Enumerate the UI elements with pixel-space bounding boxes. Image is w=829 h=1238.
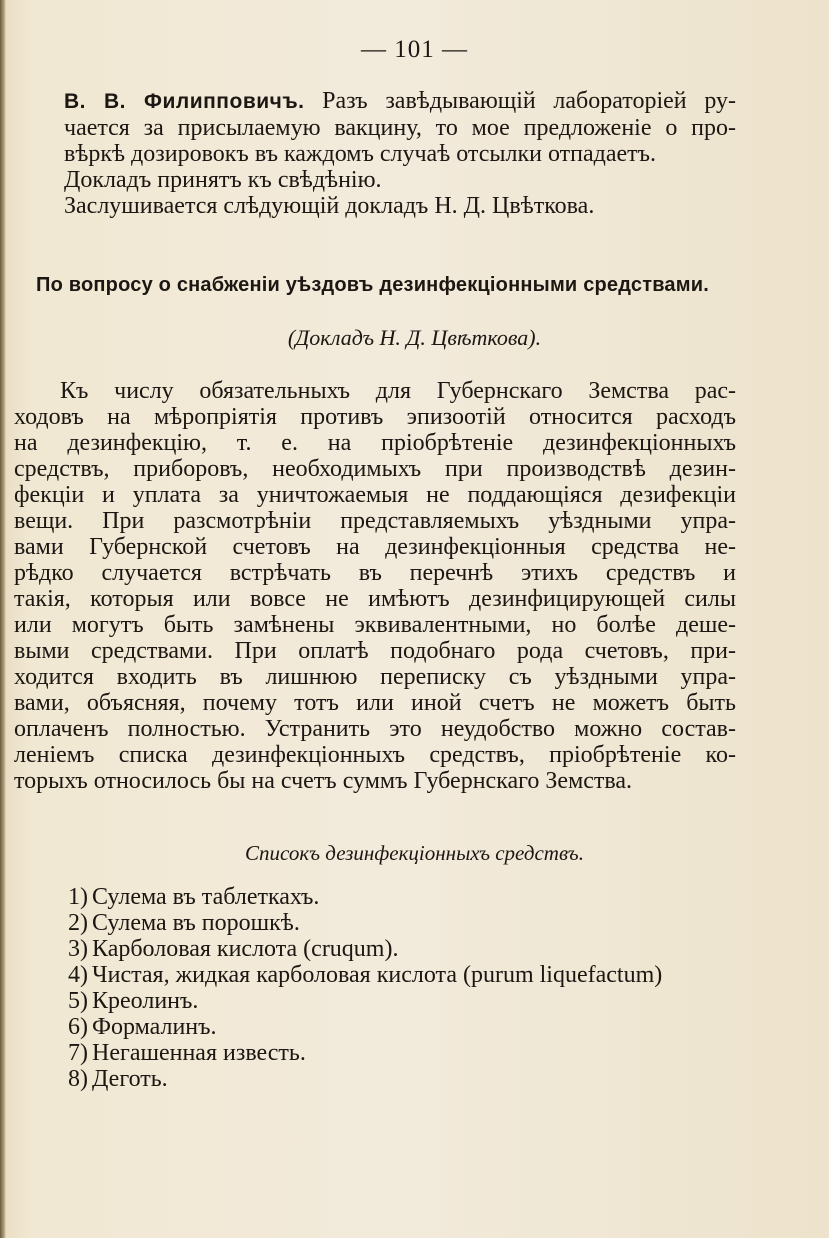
list-item-number: 4) — [68, 962, 88, 988]
list-item — [60, 1066, 760, 1092]
intro-line-2: чается за присылаемую вакцину, то мое предложеніе о про- — [64, 115, 736, 141]
list-item — [60, 1014, 760, 1040]
body-line: оплаченъ полностью. Устранить это неудобство можно состав- — [14, 716, 736, 742]
body-line: ходится входить въ лишнюю переписку съ уѣздными упра- — [14, 664, 736, 690]
list-item — [60, 988, 760, 1014]
list-item-text: Сулема въ порошкѣ. — [92, 910, 300, 936]
body-line: такія, которыя или вовсе не имѣютъ дезинфицирующей силы — [14, 586, 736, 612]
body-line: леніемъ списка дезинфекціонныхъ средствъ, пріобрѣтеніе ко- — [14, 742, 736, 768]
report-author: (Докладъ Н. Д. Цвѣткова). — [287, 325, 542, 350]
list-item-text: Деготь. — [92, 1066, 168, 1092]
list-title: Списокъ дезинфекціонныхъ средствъ. — [245, 841, 584, 865]
list-item-text: Сулема въ таблеткахъ. — [92, 884, 320, 910]
intro-text-1: Разъ завѣдывающій лабораторіей ру- — [322, 88, 736, 114]
accepted-line: Докладъ принятъ къ свѣдѣнію. — [64, 167, 382, 193]
list-item-text: Креолинъ. — [92, 988, 199, 1014]
list-item-number: 2) — [68, 910, 88, 936]
next-report-line: Заслушивается слѣдующій докладъ Н. Д. Цвѣткова. — [64, 193, 595, 219]
page-binding-edge — [0, 0, 6, 1238]
section-title: По вопросу о снабженіи уѣздовъ дезинфекціонными средствами. — [36, 274, 710, 296]
list-item — [60, 884, 760, 910]
intro-paragraph — [64, 88, 736, 219]
speaker-name: В. В. Филипповичъ. — [64, 90, 305, 113]
body-line: ходовъ на мѣропріятія противъ эпизоотій относится расходъ — [14, 404, 736, 430]
body-line: фекціи и уплата за уничтожаемыя не поддающіяся дезифекціи — [14, 482, 736, 508]
body-line: или могутъ быть замѣнены эквивалентными, но болѣе деше- — [14, 612, 736, 638]
disinfectant-list — [60, 884, 760, 1092]
body-line: вами Губернской счетовъ на дезинфекціонныя средства не- — [14, 534, 736, 560]
list-item-number: 8) — [68, 1066, 88, 1092]
page-number: — 101 — — [361, 36, 468, 63]
list-item — [60, 1040, 760, 1066]
body-line: на дезинфекцію, т. е. на пріобрѣтеніе дезинфекціонныхъ — [14, 430, 736, 456]
body-line: средствъ, приборовъ, необходимыхъ при производствѣ дезин- — [14, 456, 736, 482]
list-item — [60, 936, 760, 962]
list-item-text: Карболовая кислота (cruqum). — [92, 936, 399, 962]
intro-line-1 — [64, 88, 736, 115]
list-item-number: 5) — [68, 988, 88, 1014]
list-item-number: 1) — [68, 884, 88, 910]
list-item — [60, 962, 760, 988]
list-item-text: Чистая, жидкая карболовая кислота (purum liquefactum) — [92, 962, 663, 988]
body-line: Къ числу обязательныхъ для Губернскаго Земства рас- — [60, 378, 736, 404]
body-line: выми средствами. При оплатѣ подобнаго рода счетовъ, при- — [14, 638, 736, 664]
list-item-text: Негашенная известь. — [92, 1040, 306, 1066]
body-line: рѣдко случается встрѣчать въ перечнѣ этихъ средствъ и — [14, 560, 736, 586]
body-line: вещи. При разсмотрѣніи представляемыхъ уѣздными упра- — [14, 508, 736, 534]
list-item-text: Формалинъ. — [92, 1014, 217, 1040]
intro-line-3: вѣркѣ дозировокъ въ каждомъ случаѣ отсылки отпадаетъ. — [64, 141, 657, 167]
body-line: торыхъ относилось бы на счетъ суммъ Губернскаго Земства. — [14, 768, 633, 794]
list-item-number: 6) — [68, 1014, 88, 1040]
list-item-number: 7) — [68, 1040, 88, 1066]
body-line: вами, объясняя, почему тотъ или иной счетъ не можетъ быть — [14, 690, 736, 716]
list-item — [60, 910, 760, 936]
list-item-number: 3) — [68, 936, 88, 962]
report-body-paragraph — [14, 378, 736, 794]
